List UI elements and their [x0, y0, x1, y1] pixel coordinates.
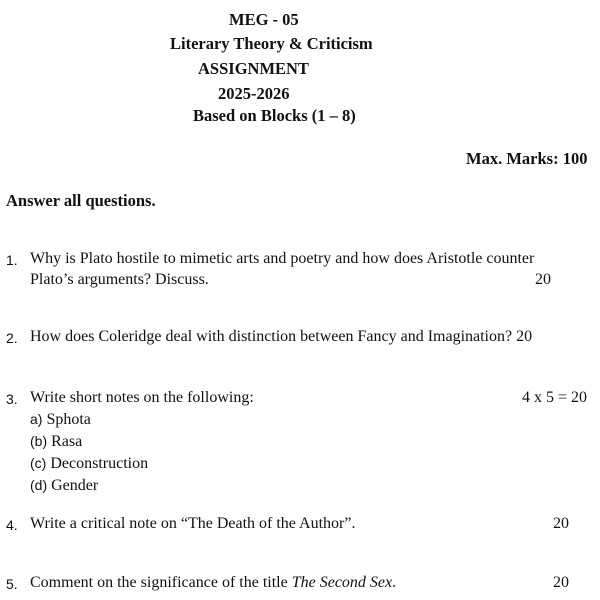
question-marks: 4 x 5 = 20: [522, 389, 588, 406]
max-marks: Max. Marks: 100: [466, 149, 588, 168]
doc-type: ASSIGNMENT: [198, 59, 309, 78]
list-item: [30, 433, 82, 451]
list-item: [30, 477, 98, 495]
item-text: Gender: [51, 477, 99, 494]
question-text-plain: Comment on the significance of the title: [30, 574, 292, 591]
item-text: Deconstruction: [50, 455, 149, 472]
question-text: Write a critical note on “The Death of the Author”.: [30, 515, 356, 532]
question-marks: 20: [535, 271, 551, 288]
blocks-range: Based on Blocks (1 – 8): [193, 106, 356, 125]
item-text: Sphota: [46, 411, 91, 428]
list-item: [30, 411, 91, 429]
question-number: 4.: [6, 517, 18, 533]
item-label: a): [30, 411, 43, 427]
question-text-end: .: [392, 574, 397, 591]
item-label: (d): [30, 477, 48, 493]
question-number: 1.: [6, 252, 18, 268]
question-number: 3.: [6, 391, 18, 407]
list-item: [30, 455, 148, 473]
question-marks: 20: [553, 574, 569, 591]
question-marks: 20: [553, 515, 569, 532]
item-label: (c): [30, 455, 47, 471]
book-title: The Second Sex: [291, 574, 393, 591]
question-text: [30, 574, 396, 592]
item-label: (b): [30, 433, 48, 449]
instruction: Answer all questions.: [6, 191, 156, 210]
question-text: How does Coleridge deal with distinction between Fancy and Imagination? 20: [30, 328, 533, 345]
item-text: Rasa: [51, 433, 83, 450]
question-text: Write short notes on the following:: [30, 389, 254, 406]
course-code: MEG - 05: [229, 10, 299, 29]
question-text-line1: Why is Plato hostile to mimetic arts and poetry and how does Aristotle counter: [30, 250, 535, 267]
session: 2025-2026: [218, 84, 290, 103]
question-text-line2: Plato’s arguments? Discuss.: [30, 271, 209, 288]
question-number: 2.: [6, 330, 18, 346]
course-title: Literary Theory & Criticism: [170, 34, 373, 53]
question-number: 5.: [6, 576, 18, 592]
